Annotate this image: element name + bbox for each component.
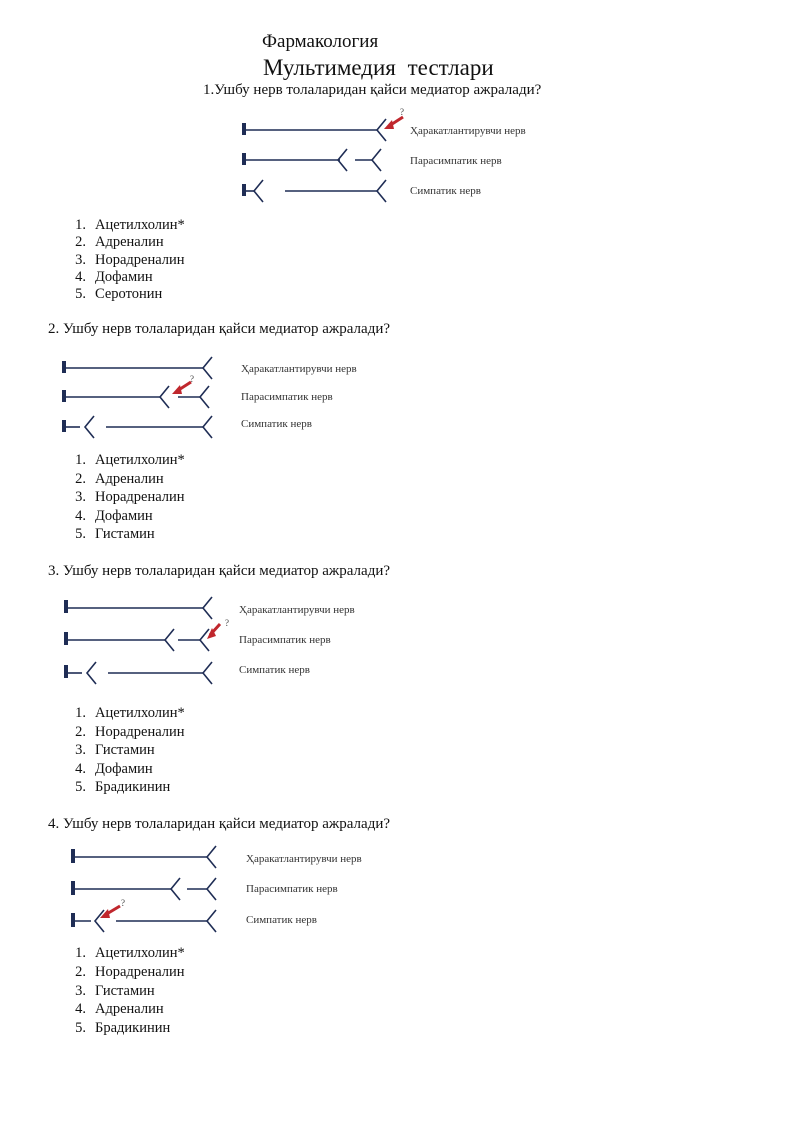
answer-option: 1. Ацетилхолин*: [75, 452, 185, 468]
answer-option: 3. Норадреналин: [75, 251, 185, 268]
sympathetic-nerve-label: Симпатик нерв: [239, 664, 310, 676]
question-3-text: 3. Ушбу нерв толаларидан қайси медиатор ажралади?: [48, 563, 391, 579]
answer-option: 5. Брадикинин: [75, 779, 171, 795]
question-mark: ?: [400, 107, 404, 117]
question-mark: ?: [121, 898, 125, 908]
answer-option: 4. Дофамин: [75, 268, 153, 285]
nerve-diagram-2: [60, 350, 390, 445]
question-mark: ?: [225, 618, 229, 628]
answer-option: 2. Норадреналин: [75, 723, 185, 740]
nerve-diagram-1: [240, 107, 540, 210]
nerve-diagram-3-svg: [60, 593, 390, 693]
nerve-diagram-4-svg: [66, 843, 396, 943]
answers-3: [60, 704, 185, 797]
answers-2: [60, 451, 185, 544]
motor-nerve-label: Ҳаракатлантирувчи нерв: [410, 125, 526, 137]
motor-nerve-label: Ҳаракатлантирувчи нерв: [246, 853, 362, 865]
answer-option: 4. Дофамин: [75, 760, 153, 777]
answer-option: 5. Брадикинин: [75, 1020, 171, 1037]
answer-option: 4. Адреналин: [75, 1001, 164, 1018]
parasympathetic-nerve-label: Парасимпатик нерв: [241, 391, 333, 403]
page-title: Мультимедия тестлари: [263, 55, 494, 80]
answer-option: 5. Серотонин: [75, 286, 163, 303]
question-1-text: 1.Ушбу нерв толаларидан қайси медиатор ажралади?: [203, 82, 542, 98]
answer-option: 3. Гистамин: [75, 742, 155, 758]
answer-option: 4. Дофамин: [75, 507, 153, 524]
subject-heading: Фармакология: [262, 31, 379, 52]
question-mark: ?: [190, 374, 194, 384]
question-2-text: 2. Ушбу нерв толаларидан қайси медиатор ажралади?: [48, 321, 391, 337]
sympathetic-nerve-label: Симпатик нерв: [246, 914, 317, 926]
answers-1: [60, 217, 185, 303]
answer-option: 3. Норадреналин: [75, 489, 185, 505]
nerve-diagram-3: [60, 593, 390, 693]
answer-option: 2. Адреналин: [75, 234, 164, 251]
answer-option: 3. Гистамин: [75, 982, 155, 999]
answer-option: 1. Ацетилхолин*: [75, 945, 185, 961]
parasympathetic-nerve-label: Парасимпатик нерв: [239, 634, 331, 646]
parasympathetic-nerve-label: Парасимпатик нерв: [246, 883, 338, 895]
answer-option: 5. Гистамин: [75, 526, 155, 542]
sympathetic-nerve-label: Симпатик нерв: [410, 185, 481, 197]
answer-option: 1. Ацетилхолин*: [75, 705, 185, 721]
nerve-diagram-4: [66, 843, 396, 943]
nerve-diagram-2-svg: [60, 350, 390, 445]
motor-nerve-label: Ҳаракатлантирувчи нерв: [241, 363, 357, 375]
answer-option: 2. Норадреналин: [75, 963, 185, 980]
motor-nerve-label: Ҳаракатлантирувчи нерв: [239, 604, 355, 616]
answers-4: [60, 944, 185, 1038]
answer-option: 1. Ацетилхолин*: [75, 217, 185, 233]
answer-option: 2. Адреналин: [75, 470, 164, 487]
question-4-text: 4. Ушбу нерв толаларидан қайси медиатор ажралади?: [48, 816, 391, 832]
nerve-diagram-1-svg: [240, 107, 540, 210]
parasympathetic-nerve-label: Парасимпатик нерв: [410, 155, 502, 167]
sympathetic-nerve-label: Симпатик нерв: [241, 418, 312, 430]
